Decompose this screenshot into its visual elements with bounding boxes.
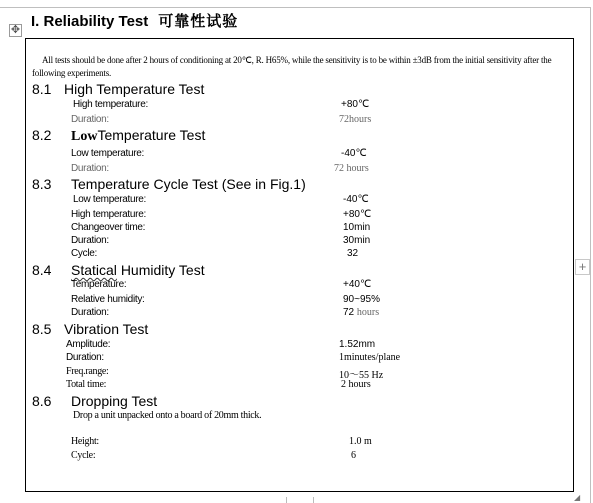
section-number: 8.6 bbox=[32, 393, 52, 409]
row-label: Freq.range: bbox=[66, 366, 109, 377]
page-title-cn: 可靠性试验 bbox=[158, 12, 239, 30]
row-label: Height: bbox=[71, 436, 99, 447]
intro-paragraph: All tests should be done after 2 hours of conditioning at 20℃, R. H65%, while the sensitivity is to be within ±3dB from the initial sensitivity after the following experiments. bbox=[32, 55, 552, 78]
section-number: 8.4 bbox=[32, 262, 52, 278]
row-value: 72 hours bbox=[334, 163, 369, 174]
section-title bbox=[71, 127, 205, 145]
row-value: +80℃ bbox=[343, 209, 372, 220]
section-number: 8.5 bbox=[32, 321, 52, 337]
row-label: Relative humidity: bbox=[71, 294, 145, 305]
row-label: Cycle: bbox=[71, 450, 96, 461]
table-resize-icon[interactable]: ◢ bbox=[574, 493, 581, 502]
row-label: Duration: bbox=[71, 307, 109, 318]
row-value: 10～55 Hz bbox=[339, 370, 384, 381]
page-border-right bbox=[590, 7, 591, 503]
table-move-icon[interactable]: ✥ bbox=[10, 24, 21, 36]
section-title: Dropping Test bbox=[71, 393, 158, 409]
row-label: High temperature: bbox=[73, 99, 148, 110]
row-value: 1.52mm bbox=[339, 339, 376, 350]
row-value: 2 hours bbox=[341, 379, 371, 390]
section-number: 8.2 bbox=[32, 127, 52, 143]
row-value: 1.0 m bbox=[349, 436, 372, 447]
row-label: Cycle: bbox=[71, 248, 97, 259]
section-title-statical: Statical bbox=[71, 262, 117, 278]
row-value: 10min bbox=[343, 222, 371, 233]
row-label: Temperature: bbox=[71, 279, 127, 290]
row-label: Duration: bbox=[71, 114, 109, 125]
section-title-rest: Temperature Test bbox=[97, 127, 206, 143]
page-border-top bbox=[0, 7, 591, 8]
section-title bbox=[71, 262, 205, 278]
row-label: Low temperature: bbox=[73, 194, 147, 205]
section-title: High Temperature Test bbox=[64, 81, 205, 97]
section-title-rest: Humidity Test bbox=[120, 262, 205, 278]
add-column-icon[interactable]: + bbox=[575, 259, 590, 275]
row-value: 6 bbox=[351, 450, 356, 461]
section-title: Temperature Cycle Test (See in Fig.1) bbox=[71, 176, 306, 192]
section-title-low: Low bbox=[71, 129, 98, 144]
row-value: 72hours bbox=[339, 114, 372, 125]
row-value: 1minutes/plane bbox=[339, 352, 401, 363]
section-number: 8.1 bbox=[32, 81, 52, 97]
row-value bbox=[343, 307, 379, 318]
row-label: Changeover time: bbox=[71, 222, 146, 233]
row-value-number: 72 bbox=[343, 307, 355, 318]
row-value: 30min bbox=[343, 235, 371, 246]
row-label: Total time: bbox=[66, 379, 107, 390]
page-title bbox=[31, 10, 238, 31]
row-value: -40℃ bbox=[341, 148, 367, 159]
row-value-unit: hours bbox=[356, 307, 380, 318]
row-value: +80℃ bbox=[341, 99, 370, 110]
row-label: Duration: bbox=[66, 352, 104, 363]
row-value: -40℃ bbox=[343, 194, 369, 205]
row-label: High temperature: bbox=[71, 209, 146, 220]
section-description: Drop a unit unpacked onto a board of 20mm thick. bbox=[73, 410, 262, 421]
ruler-marker bbox=[286, 497, 314, 503]
row-value: 90~95% bbox=[343, 294, 380, 305]
row-value: 32 bbox=[347, 248, 359, 259]
row-label: Duration: bbox=[71, 163, 109, 174]
page-title-en: I. Reliability Test bbox=[31, 13, 149, 30]
section-title: Vibration Test bbox=[64, 321, 149, 337]
row-label: Low temperature: bbox=[71, 148, 145, 159]
row-label: Duration: bbox=[71, 235, 109, 246]
section-number: 8.3 bbox=[32, 176, 52, 192]
row-value: +40℃ bbox=[343, 279, 372, 290]
row-label: Amplitude: bbox=[66, 339, 111, 350]
